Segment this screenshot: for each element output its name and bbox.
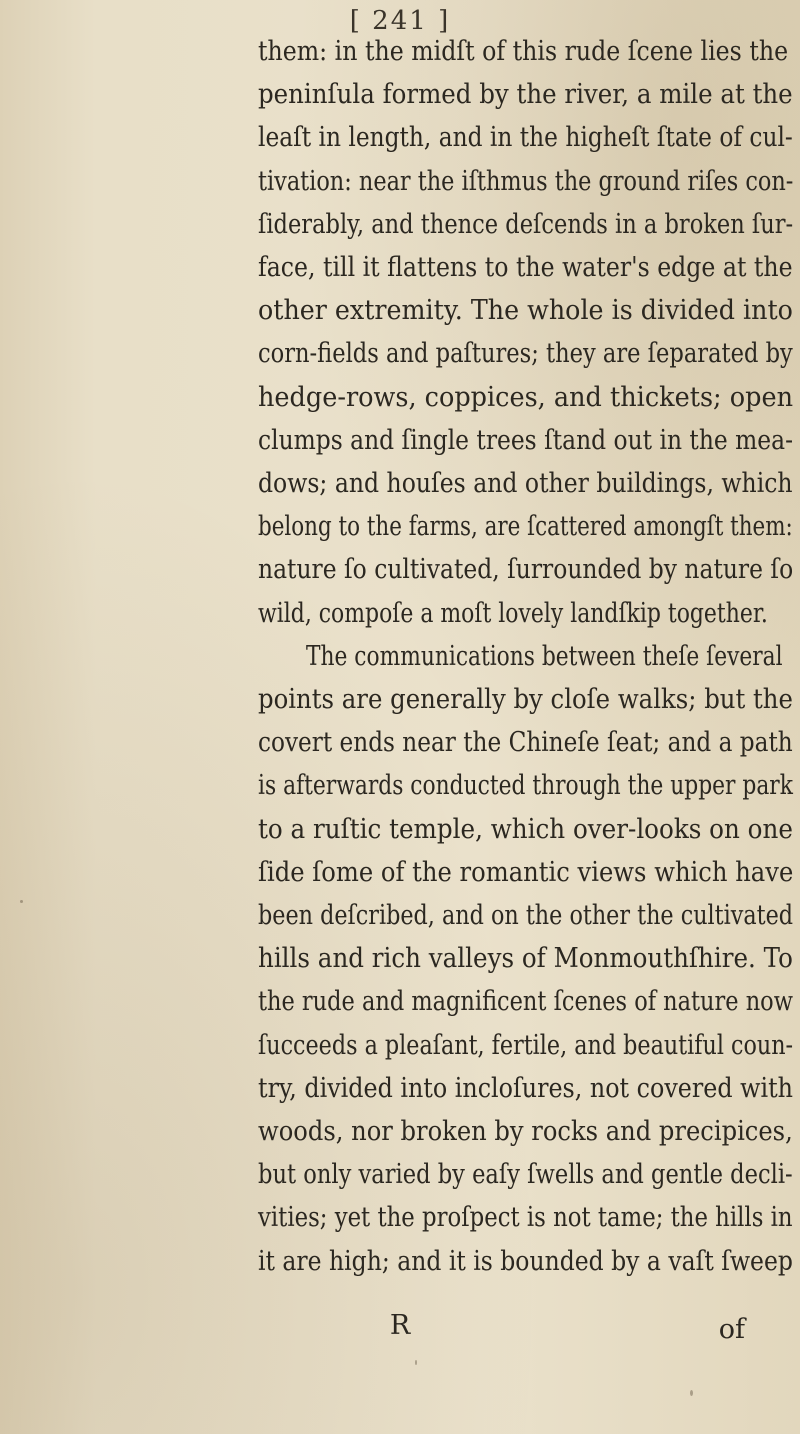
text-line: ſide ſome of the romantic views which have	[258, 856, 794, 888]
text-line: to a ruſtic temple, which over-looks on one	[258, 813, 793, 845]
text-line: woods, nor broken by rocks and precipices,	[258, 1116, 793, 1147]
text-line: tivation: near the iſthmus the ground riſes con-	[258, 165, 794, 197]
text-line: been deſcribed, and on the other the cultivated	[258, 900, 794, 931]
signature-mark: R	[389, 1310, 411, 1341]
text-line: other extremity. The whole is divided into	[258, 295, 793, 327]
text-line: wild, compoſe a moſt lovely landſkip together.	[258, 597, 768, 629]
text-line: try, divided into incloſures, not covered with	[258, 1072, 793, 1104]
text-line: vities; yet the proſpect is not tame; the hills in	[258, 1202, 793, 1234]
page-number: [ 241 ]	[349, 6, 451, 36]
text-line: covert ends near the Chineſe ſeat; and a path	[258, 727, 793, 759]
text-line: The communications between theſe ſeveral	[306, 640, 783, 672]
text-line: is afterwards conducted through the upper park	[258, 770, 793, 802]
text-line: ſiderably, and thence deſcends in a broken ſur-	[258, 208, 794, 240]
paper-speck	[415, 1360, 417, 1365]
paper-speck	[772, 1180, 775, 1183]
text-line: dows; and houſes and other buildings, which	[258, 468, 793, 499]
text-line: them: in the midſt of this rude ſcene lies the	[258, 36, 789, 67]
text-line: clumps and ſingle trees ſtand out in the mea-	[258, 424, 793, 456]
text-line: but only varied by eaſy ſwells and gentle decli-	[258, 1159, 793, 1191]
catchword: of	[718, 1314, 745, 1345]
text-line: the rude and magnificent ſcenes of nature now	[258, 986, 793, 1018]
text-line: ſucceeds a pleaſant, fertile, and beautiful coun-	[258, 1029, 794, 1061]
text-line: it are high; and it is bounded by a vaſt ſweep	[258, 1245, 793, 1277]
text-line: corn-fields and paſtures; they are ſeparated by	[258, 338, 793, 370]
text-line: points are generally by cloſe walks; but the	[258, 684, 793, 715]
paper-speck	[690, 1390, 693, 1396]
text-line: hills and rich valleys of Monmouthſhire. To	[258, 943, 793, 975]
text-line: hedge-rows, coppices, and thickets; open	[258, 381, 794, 413]
text-line: face, till it flattens to the water's edge at the	[258, 252, 793, 283]
text-line: leaſt in length, and in the higheſt ſtate of cul-	[258, 122, 793, 154]
text-line: peninſula formed by the river, a mile at the	[258, 79, 793, 111]
text-line: nature ſo cultivated, ſurrounded by nature ſo	[258, 554, 794, 586]
paper-speck	[20, 900, 23, 903]
text-line: belong to the farms, are ſcattered amongſt them:	[258, 511, 793, 543]
